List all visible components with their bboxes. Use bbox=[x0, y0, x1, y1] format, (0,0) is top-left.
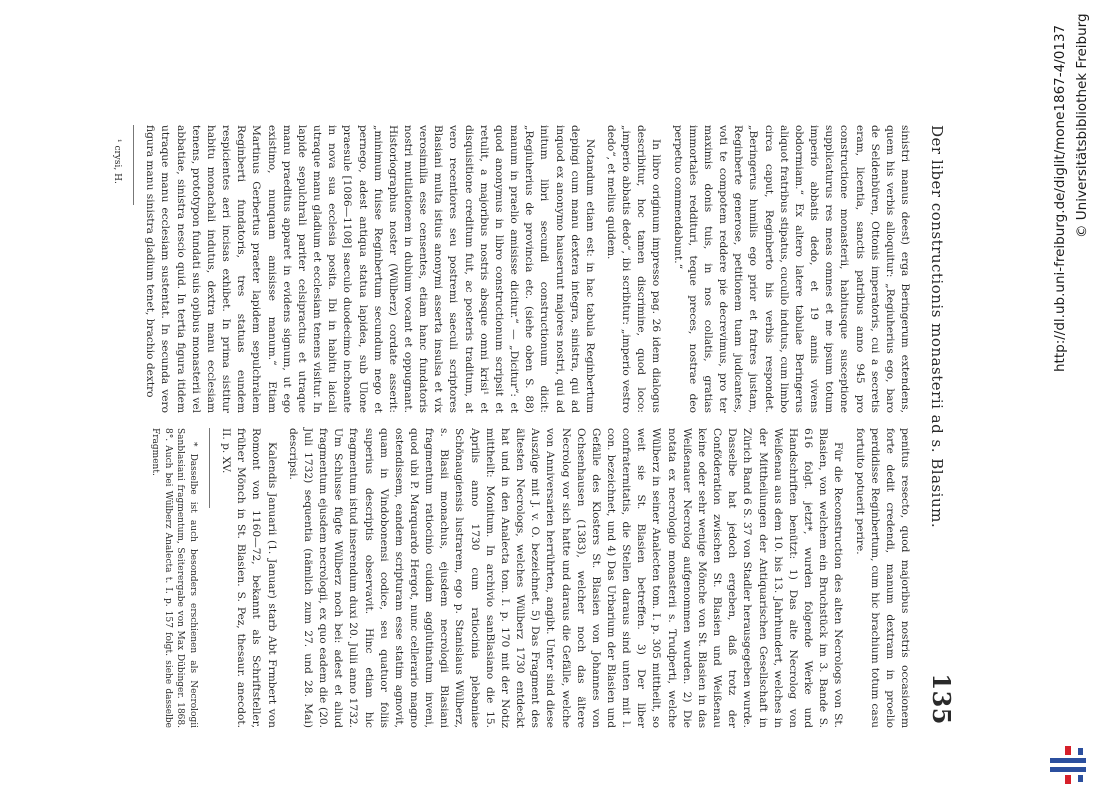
paragraph: Notandum etiam est: in hac tabula Reginbertum depingi cum manu dextera integra, sinistra, qui ad inquod ex anonymo hauserunt majores nostri, qui ad initum libri secundi constructionum dicit: „Regiuherius de provincia etc. (siehe oben S. 88) manum in praelio amisisse dicitur.“ — „Dicitur“: et quod anonymus in libro constructionum scripsit et retulit, a majoribus nostris absque omni krisi¹ et disquisitione creditum fuit, ac posteris traditum, at vero recentiores seu postremi saeculi scriptores Blasiani multa istius anonymi asserta insulsa et vix verosimilia esse censentes, etiam hanc fundatoris nostri mutilationem in dubium vocant et oppugnant. Historiographus noster (Wülberz) cordate asserit: „minimum fuisse Reginbertum secundum nego et pernego, adest antiqua statua lapidea, sub Ulone praesule [1086—1108] saeculo duodecimo inchoante in nova sua ecclesia posita. Ibi in habitu laicali utraque manu gladium et ecclesiam tenens visitur. In lapide sepulchrali pariter celsipractus et utraque manu praeditus apparet in evidens signum, ut ego existimo, nunquam amisisse manum.“ Etiam Martinus Gerbertus praeter lapidem sepulchralem Reginberti fundatoris, tres statuas eundem respicientes aeri incisas exhibet. In prima sistitur habitu monachali indutus, dextra manu ecclesiam tenens, prototypon fundati suis opibus monasterii vel abbatiae, sinistra nescio quid. In tertia figura itidem utraque manu ecclesiam sustentat. In secunda vero figura manu sinistra gladium tenet, brachio dextro bbox=[144, 125, 596, 413]
page-number: 135 bbox=[927, 673, 956, 725]
copyright-notice: © Universitätsbibliothek Freiburg bbox=[1074, 13, 1090, 238]
footnote: * Dasselbe ist auch besonders erschienen als Necrologii Sanblasiani fragmentum, Seiterergabe von Max Dübinger. 1868. 8°. Auch bei Wülberz Analecta t. I. p. 157 folgt. siehe dasselbe Fragment. bbox=[150, 428, 198, 728]
permalink-url[interactable]: http://dl.ub.uni-freiburg.de/diglit/mone1867-4/0137 bbox=[1052, 24, 1068, 372]
running-head-title: Der liber constructionis monasterii ad s. Blasium. bbox=[928, 125, 946, 529]
left-column bbox=[112, 125, 912, 413]
right-column bbox=[152, 428, 912, 728]
paragraph: penitus resecto, quod majoribus nostris occasionem forte dedit credendi, manum dextram in proelio perdidisse Reginbertum, cum hic brachium totum casu fortuito potuerit perire. bbox=[853, 428, 911, 728]
running-head bbox=[920, 125, 956, 725]
paragraph: In libro originum impresso pag. 26 idem dialogus describitur, hoc tamen discrimine, quod loco: „imperio abbatis dedo“, ibi scribitur: „imperio vestro dedo“, et melius quidem. bbox=[605, 125, 663, 413]
paragraph: sinistri manus deest) erga Beringerum extendens, quem his verbis alloquitur: „Regiuherius ego, baro de Seldenbüren, Ottonis imperatoris, cui a secretis eram, licentia, sanctis patribus anno 945 pro constructione monasterii, habitusque susceptione supplicaturus res meas omnes et me ipsum totum imperio abbatis dedo, et 19 annis vivens obdormiam.“ Ex altero latere tabulae Beringerus aliquot fratribus stipatus, cucullo indutus, cum limbo circa caput, Reginberto his verbis respondet. „Beringerus humilis ego prior et fratres justam, Reginberte generose, petitionem tuam judicantes, voti te compotem reddere pie decrevimus, pro ter maximis donis tuis, in nos collatis, gratias immortales reddituri, teque preces, nostrae deo perpetuo commendabunt.“ bbox=[671, 125, 911, 413]
ub-freiburg-logo-icon bbox=[1048, 740, 1088, 788]
footnote: ¹ crysi, H. bbox=[112, 139, 123, 184]
viewer-side-strip bbox=[1040, 0, 1097, 800]
footnote-rule bbox=[133, 125, 134, 205]
footnote-rule bbox=[209, 428, 210, 508]
paragraph: Für die Reconstruction des alten Necrologs von St. Blasien, von welchem ein Bruchstück im 3. Bande S. 616 folgt. jetzt*, wurden folgende Werke und Handschriften benützt: 1) Das alte Necrolog von Weißenau aus dem 10. bis 13. Jahrhundert, welches in der Mittheilungen der Antiquarischen Gesellschaft in Zürich Band 6 S. 37 von Stadler herausgegeben wurde. Dasselbe hat jedoch ergeben, daß trotz der Conföderation zwischen St. Blasien und Weißenau keine oder sehr wenige Mönche von St. Blasien in das Weißenauer Necrolog aufgenommen wurden. 2) Die notata ex necrologio monasterii s. Trudperti, welche Wülberz in seiner Analecten tom. I. p. 305 mittheilt, so weit sie St. Blasien betreffen. 3) Der liber confraternitatis, die Stellen daraus sind unten mit l. con. bezeichnet, und 4) Das Urbarium der Blasien und Gefälle des Klosters St. Blasien von Johannes von Ochsenhausen (1383), welcher noch das ältere Necrolog vor sich hatte und daraus die Gefälle, welche von Anniversarien herrührten, angibt. Unter sind diese Auszüge mit J. v. O. bezeichnet. 5) Das Fragment des ältesten Necrologs, welches Wülberz 1730 entdeckt hat und in den Analecta tom. I. p. 170 mit der Notiz mittheilt: Monitum. In archivio sanBlasiano die 15. Aprilis anno 1730 cum ratiocinia plebaniae Schönaugiensis lustrarem, ego p. Stanislaus Wülberz, s. Blasii monachus, ejusdem necrologii Blasiani fragmentum ratiocinio cuidam agglutinatum inveni, quod ubi P. Marquardo Hergot, nunc cellerario magno ostendissem, eandem scripturam esse statim agnovit, quam in Vindobonensi codice, seu quatuor foliis superius descriptis observavit. Hinc etiam hic fragmentum istud inserendum duxi 20. Julii anno 1732. Um Schlusse fügte Wülberz noch bei: adest et aliud fragmentum ejusdem necrologii, ex quo eadem die (20. Juli 1732) sequentia (nämlich zum 27. und 28. Mai) descripsi. bbox=[286, 428, 845, 728]
paragraph: Kalendis Januarii (1. Januar) starb Abt Frmbert von Romont von 1160—72, bekannt als Schriftsteller, früher Mönch in St. Blasien. S. Pez, thesaur. anecdot. II. p. XV. bbox=[220, 428, 278, 728]
